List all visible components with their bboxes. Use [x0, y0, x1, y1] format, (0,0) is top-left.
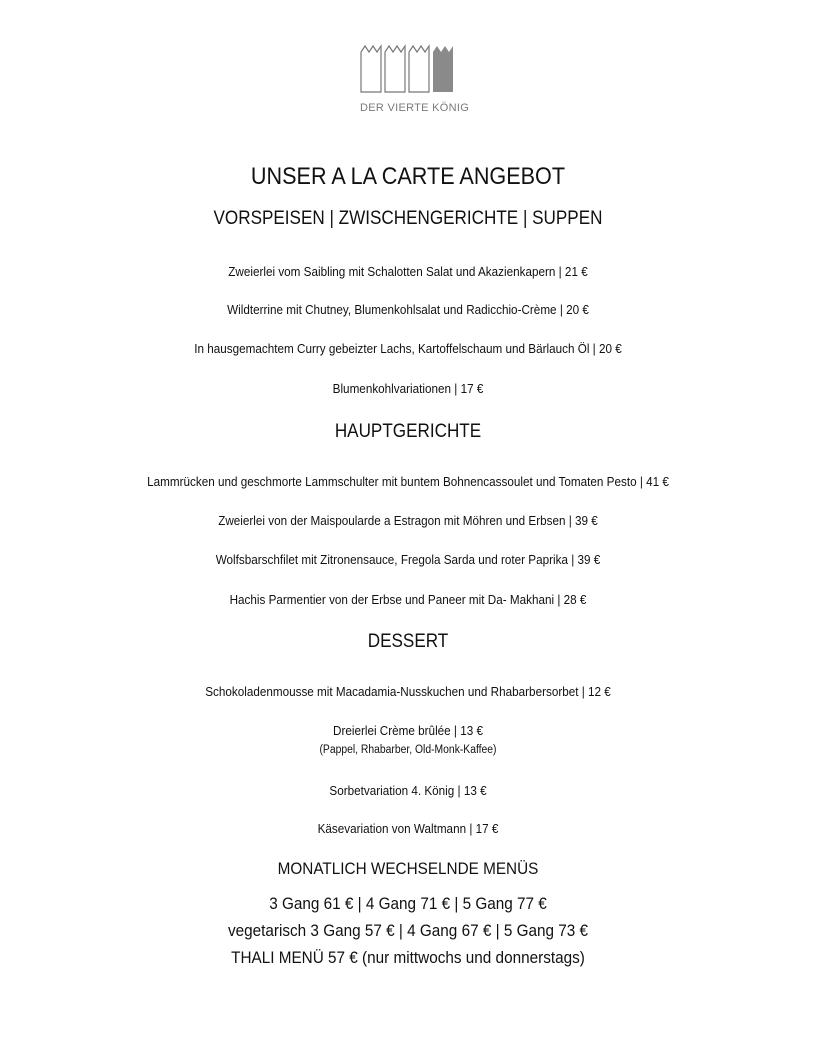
main-item: Hachis Parmentier von der Erbse und Paneer mit Da- Makhani | 28 €: [229, 592, 587, 607]
monthly-menu-line: THALI MENÜ 57 € (nur mittwochs und donnerstags): [231, 948, 585, 967]
monthly-menu-line: 3 Gang 61 € | 4 Gang 71 € | 5 Gang 77 €: [269, 894, 547, 913]
four-crowns-logo-mark: [360, 44, 456, 96]
dessert-item: Schokoladenmousse mit Macadamia-Nusskuchen und Rhabarbersorbet | 12 €: [205, 684, 611, 699]
starter-item: Zweierlei vom Saibling mit Schalotten Salat und Akazienkapern | 21 €: [228, 264, 588, 279]
dessert-item: Sorbetvariation 4. König | 13 €: [329, 783, 487, 798]
main-item: Lammrücken und geschmorte Lammschulter mit buntem Bohnencassoulet und Tomaten Pesto | 41 €: [147, 474, 669, 489]
logo-wordmark: DER VIERTE KÖNIG: [360, 102, 470, 114]
starter-item: Wildterrine mit Chutney, Blumenkohlsalat und Radicchio-Crème | 20 €: [227, 302, 589, 317]
monthly-menu-line: vegetarisch 3 Gang 57 € | 4 Gang 67 € | 5 Gang 73 €: [227, 921, 589, 940]
monthly-menus-heading: MONATLICH WECHSELNDE MENÜS: [277, 859, 539, 878]
main-item: Zweierlei von der Maispoularde a Estragon mit Möhren und Erbsen | 39 €: [218, 513, 598, 528]
starters-heading: VORSPEISEN | ZWISCHENGERICHTE | SUPPEN: [213, 208, 603, 229]
mains-heading: HAUPTGERICHTE: [334, 421, 482, 442]
starter-item: In hausgemachtem Curry gebeizter Lachs, Kartoffelschaum und Bärlauch Öl | 20 €: [194, 341, 622, 356]
starter-item: Blumenkohlvariationen | 17 €: [332, 381, 484, 396]
restaurant-logo: [360, 44, 470, 120]
dessert-item: Dreierlei Crème brûlée | 13 €: [332, 723, 483, 738]
dessert-heading: DESSERT: [367, 631, 449, 652]
main-item: Wolfsbarschfilet mit Zitronensauce, Fregola Sarda und roter Paprika | 39 €: [215, 552, 601, 567]
page-title: UNSER A LA CARTE ANGEBOT: [250, 163, 566, 190]
dessert-item: Käsevariation von Waltmann | 17 €: [317, 821, 499, 836]
dessert-item-note: (Pappel, Rhabarber, Old-Monk-Kaffee): [319, 744, 497, 756]
